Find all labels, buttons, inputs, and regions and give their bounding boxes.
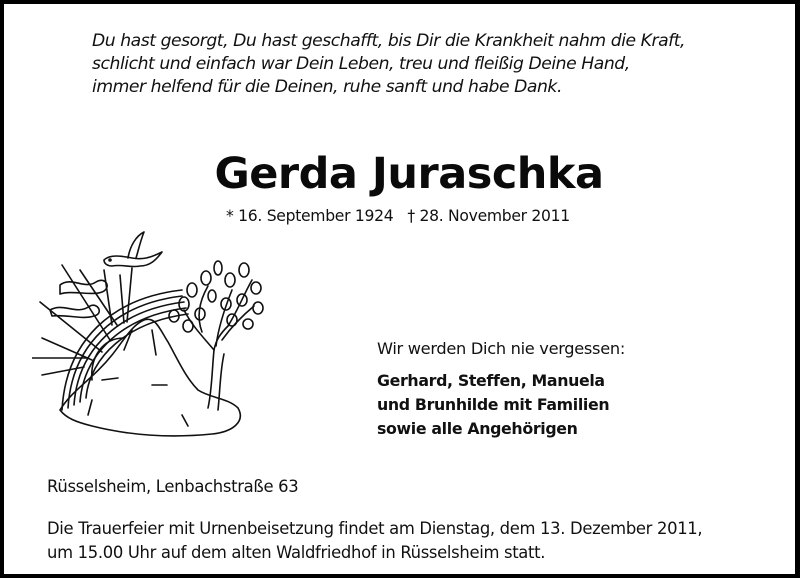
birth-date: * 16. September 1924 — [226, 207, 394, 225]
poem-line: Du hast gesorgt, Du hast geschafft, bis Dir die Krankheit nahm die Kraft, — [92, 31, 686, 51]
deceased-name: Gerda Juraschka — [214, 149, 604, 199]
ceremony-line: Die Trauerfeier mit Urnenbeisetzung findet am Dienstag, dem 13. Dezember 2011, — [47, 519, 703, 538]
mourners-names — [377, 369, 677, 441]
life-dates — [226, 207, 596, 225]
mourners-line: und Brunhilde mit Familien — [377, 395, 610, 414]
poem — [92, 30, 772, 99]
rainbow-hill-tree-dove-icon — [32, 230, 266, 438]
address: Rüsselsheim, Lenbachstraße 63 — [47, 477, 299, 496]
ceremony-info — [47, 517, 702, 565]
mourners-intro: Wir werden Dich nie vergessen: — [377, 339, 625, 358]
poem-line: schlicht und einfach war Dein Leben, treu und fleißig Deine Hand, — [92, 54, 630, 74]
death-date: † 28. November 2011 — [407, 207, 570, 225]
ceremony-line: um 15.00 Uhr auf dem alten Waldfriedhof in Rüsselsheim statt. — [47, 543, 546, 562]
mourners-block — [377, 338, 677, 441]
mourners-line: sowie alle Angehörigen — [377, 419, 578, 438]
poem-line: immer helfend für die Deinen, ruhe sanft und habe Dank. — [92, 77, 562, 97]
mourners-line: Gerhard, Steffen, Manuela — [377, 371, 605, 390]
